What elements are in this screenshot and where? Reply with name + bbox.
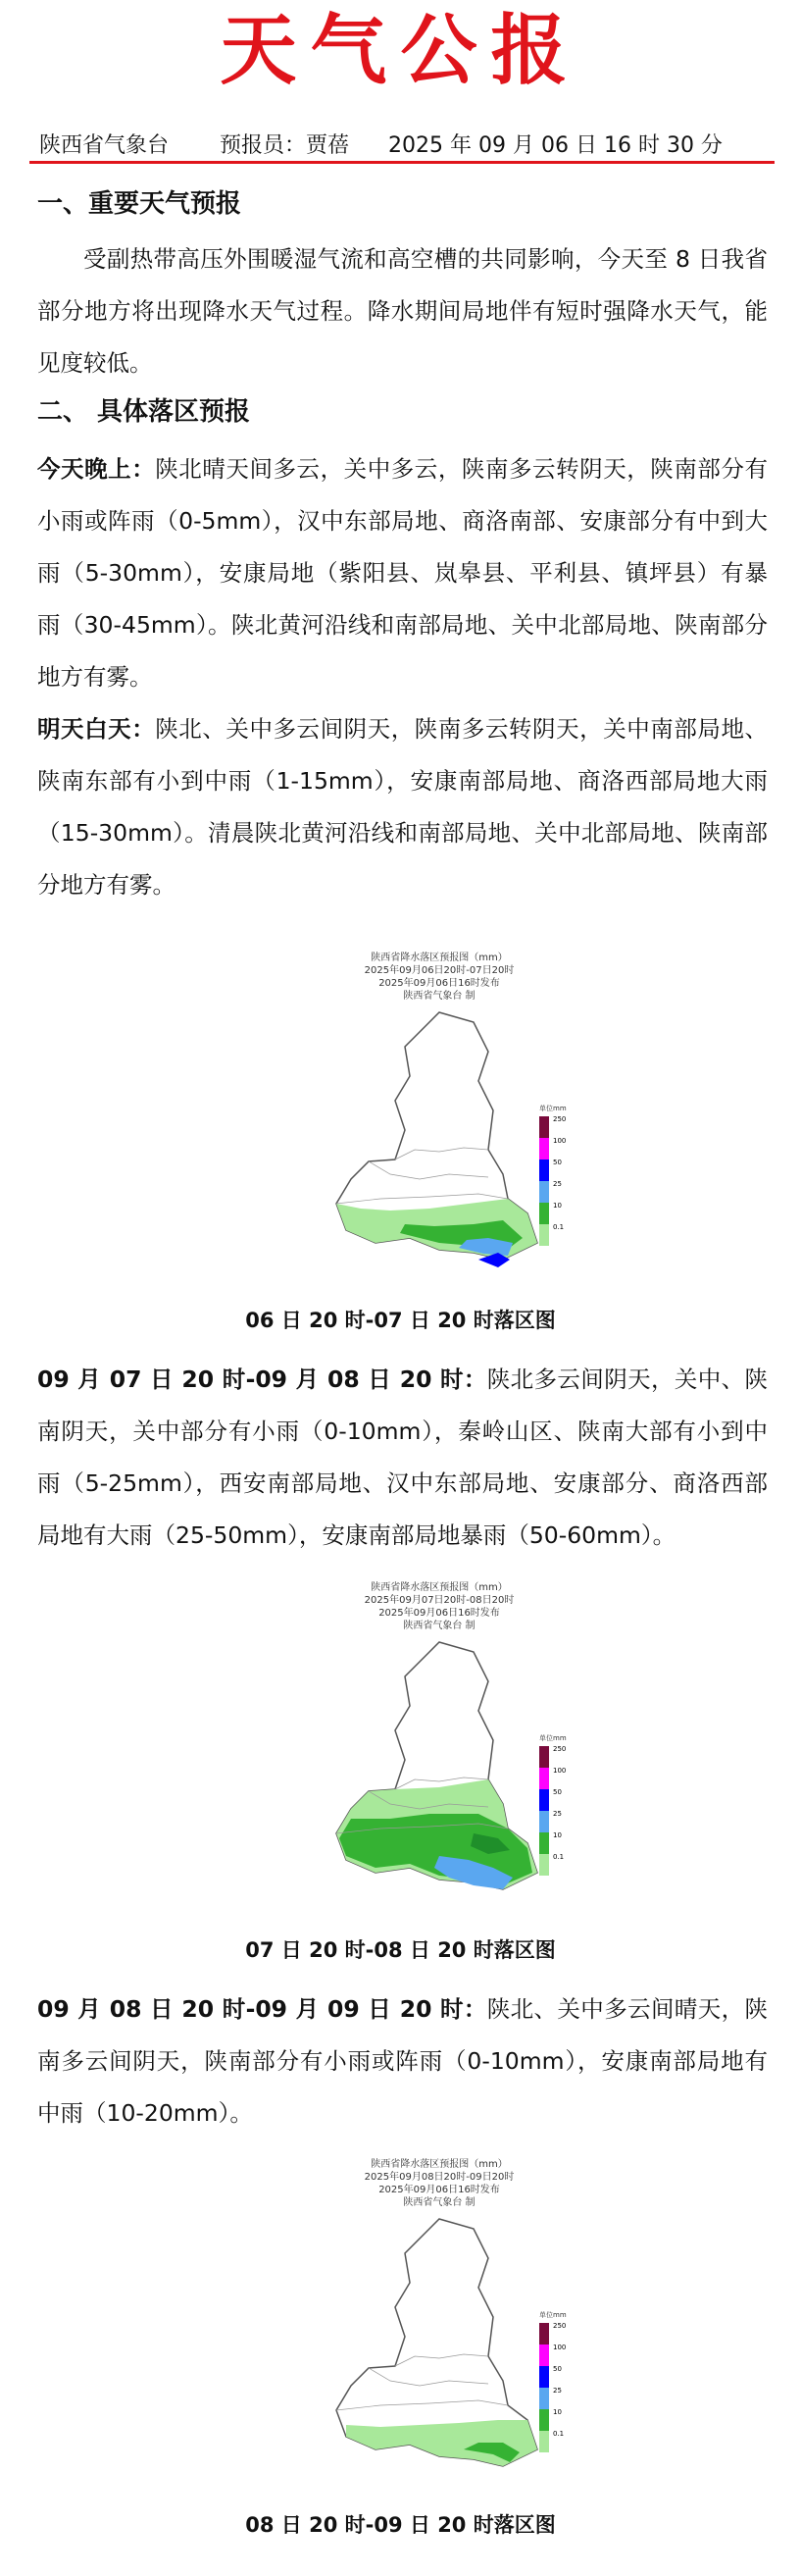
svg-text:50: 50 <box>553 2365 562 2373</box>
svg-text:100: 100 <box>553 2344 567 2351</box>
map-3-image <box>292 2209 586 2494</box>
svg-text:25: 25 <box>553 1810 562 1818</box>
forecast-tomorrow-text: 陕北、关中多云间阴天，陕南多云转阴天，关中南部局地、陕南东部有小到中雨（1-15mm），安康南部局地、商洛西部局地大雨（15-30mm）。清晨陕北黄河沿线和南部局地、关中北部局地、陕南部分地方有雾。 <box>37 715 768 899</box>
svg-text:50: 50 <box>553 1159 562 1166</box>
map-3-title: 陕西省降水落区预报图（mm） 2025年09月08日20时-09日20时 2025年09月06日16时发布 陕西省气象台 制 <box>364 2159 515 2208</box>
map-2 <box>292 1581 586 1921</box>
forecast-day3 <box>37 1984 768 2139</box>
forecast-tomorrow <box>37 703 768 911</box>
map-2-caption: 07 日 20 时-08 日 20 时落区图 <box>245 1938 556 1962</box>
forecast-tonight <box>37 443 768 703</box>
map-1-caption: 06 日 20 时-07 日 20 时落区图 <box>245 1309 556 1332</box>
svg-text:0.1: 0.1 <box>553 1223 565 1231</box>
svg-text:25: 25 <box>553 2387 562 2395</box>
forecast-day3-text: 陕北、关中多云间晴天，陕南多云间阴天，陕南部分有小雨或阵雨（0-10mm），安康南部局地有中雨（10-20mm）。 <box>37 1995 768 2127</box>
legend-3 <box>539 2310 567 2452</box>
svg-text:250: 250 <box>553 2322 567 2330</box>
map-2-title: 陕西省降水落区预报图（mm） 2025年09月07日20时-08日20时 2025年09月06日16时发布 陕西省气象台 制 <box>364 1582 515 1631</box>
svg-text:50: 50 <box>553 1788 562 1796</box>
map-1-image <box>292 1003 586 1287</box>
forecast-tomorrow-label: 明天白天： <box>37 715 156 743</box>
legend-1 <box>539 1104 567 1246</box>
map-1-title: 陕西省降水落区预报图（mm） 2025年09月06日20时-07日20时 2025年09月06日16时发布 陕西省气象台 制 <box>364 953 515 1002</box>
section-heading-important: 一、重要天气预报 <box>37 189 242 219</box>
forecaster: 预报员：贾蓓 <box>220 133 350 158</box>
forecast-tonight-label: 今天晚上： <box>37 455 156 483</box>
forecast-day2-label: 09 月 07 日 20 时-09 月 08 日 20 时： <box>37 1365 487 1393</box>
svg-text:单位mm: 单位mm <box>539 2311 567 2319</box>
map-2-image <box>292 1632 586 1917</box>
svg-text:单位mm: 单位mm <box>539 1734 567 1742</box>
svg-text:0.1: 0.1 <box>553 1853 565 1861</box>
section-important-body: 受副热带高压外围暖湿气流和高空槽的共同影响，今天至 8 日我省部分地方将出现降水天气过程。降水期间局地伴有短时强降水天气，能见度较低。 <box>37 245 768 377</box>
svg-text:25: 25 <box>553 1180 562 1188</box>
agency: 陕西省气象台 <box>39 133 170 158</box>
map-1 <box>292 952 586 1291</box>
svg-text:250: 250 <box>553 1745 567 1753</box>
svg-text:250: 250 <box>553 1115 567 1123</box>
svg-text:单位mm: 单位mm <box>539 1105 567 1112</box>
forecast-day2-text: 陕北多云间阴天，关中、陕南阴天，关中部分有小雨（0-10mm），秦岭山区、陕南大部有小到中雨（5-25mm），西安南部局地、汉中东部局地、安康部分、商洛西部局地有大雨（25-50mm），安康南部局地暴雨（50-60mm）。 <box>37 1365 768 1549</box>
forecast-day3-label: 09 月 08 日 20 时-09 月 09 日 20 时： <box>37 1995 487 2023</box>
svg-text:10: 10 <box>553 1831 562 1839</box>
section-heading-areas: 二、 具体落区预报 <box>37 397 251 427</box>
header-divider <box>29 161 775 164</box>
svg-text:100: 100 <box>553 1137 567 1145</box>
svg-text:10: 10 <box>553 1202 562 1210</box>
svg-text:100: 100 <box>553 1767 567 1775</box>
bulletin-header <box>39 132 760 160</box>
svg-text:10: 10 <box>553 2408 562 2416</box>
svg-text:0.1: 0.1 <box>553 2430 565 2438</box>
forecast-day2 <box>37 1354 768 1562</box>
map-3-caption: 08 日 20 时-09 日 20 时落区图 <box>245 2513 556 2537</box>
issue-datetime: 2025 年 09 月 06 日 16 时 30 分 <box>388 133 723 158</box>
legend-2 <box>539 1733 567 1876</box>
bulletin-title: 天气公报 <box>220 7 581 95</box>
map-3 <box>292 2158 586 2498</box>
forecast-tonight-text: 陕北晴天间多云，关中多云，陕南多云转阴天，陕南部分有小雨或阵雨（0-5mm），汉中东部局地、商洛南部、安康部分有中到大雨（5-30mm），安康局地（紫阳县、岚皋县、平利县、镇坪县）有暴雨（30-45mm）。陕北黄河沿线和南部局地、关中北部局地、陕南部分地方有雾。 <box>37 455 768 691</box>
